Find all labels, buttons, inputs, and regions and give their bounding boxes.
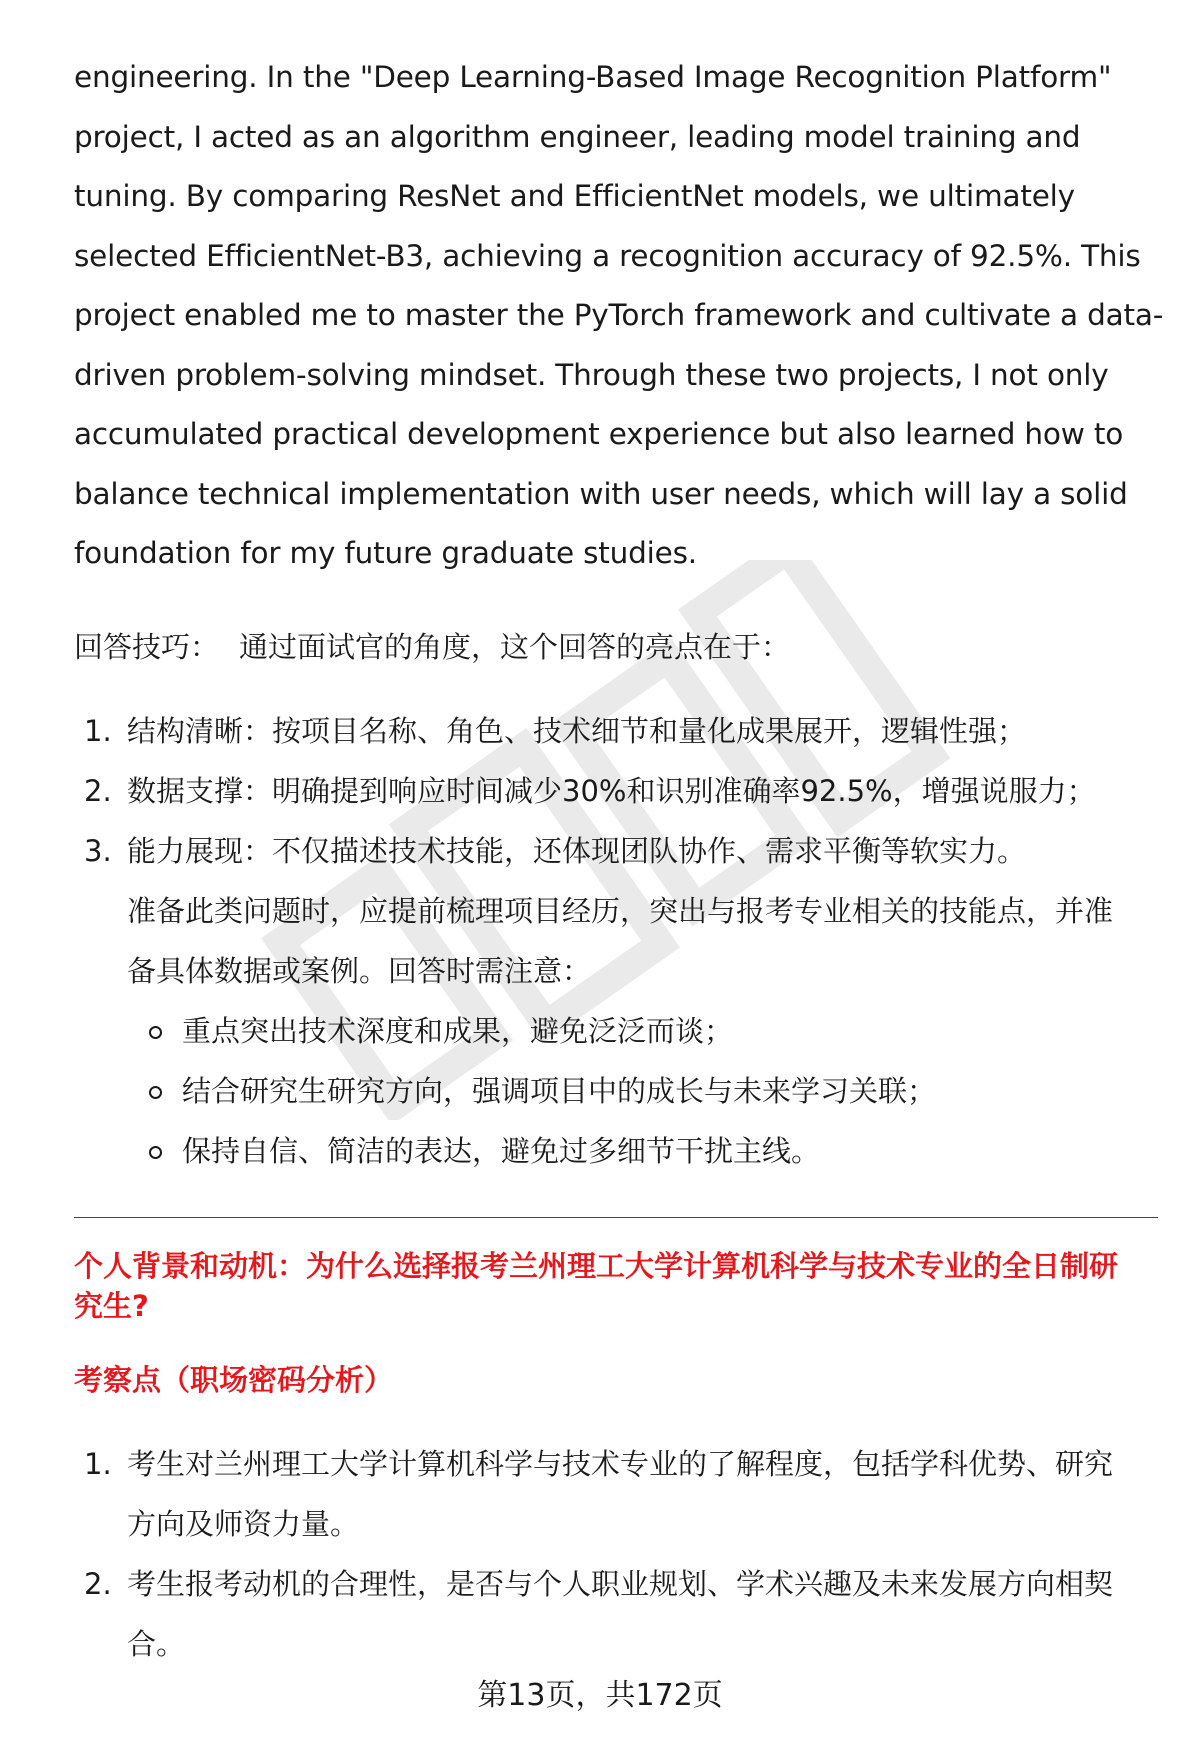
item-text: 能力展现：不仅描述技术技能，还体现团队协作、需求平衡等软实力。 <box>127 833 1027 868</box>
item-text: 数据支撑：明确提到响应时间减少30%和识别准确率92.5%，增强说服力； <box>127 773 1096 808</box>
text-line: 方向及师资力量。 <box>127 1506 360 1541</box>
text-line: balance technical implementation with user needs, which will lay a solid <box>74 476 1128 511</box>
section-divider <box>74 1217 1158 1218</box>
text-line: project enabled me to master the PyTorch framework and cultivate a data- <box>74 298 1164 332</box>
list-item <box>74 701 1158 761</box>
intro-paragraph <box>74 48 1164 584</box>
text-line: 准备此类问题时，应提前梳理项目经历，突出与报考专业相关的技能点，并准 <box>127 893 1114 928</box>
item-number: 3. <box>84 833 112 868</box>
exam-points-list <box>74 1434 1158 1674</box>
text-line: engineering. In the "Deep Learning-Based Image Recognition Platform" <box>74 60 1112 94</box>
page-number-footer: 第13页，共172页 <box>477 1678 723 1713</box>
item-text: 结合研究生研究方向，强调项目中的成长与未来学习关联； <box>182 1073 937 1108</box>
item-number: 2. <box>84 773 112 808</box>
highlights-list <box>74 701 1158 881</box>
attention-list <box>74 1001 1158 1181</box>
item-text: 保持自信、简洁的表达，避免过多细节干扰主线。 <box>182 1133 821 1168</box>
circle-bullet-icon <box>149 1026 162 1039</box>
circle-bullet-icon <box>149 1146 162 1159</box>
item-number: 1. <box>84 713 112 748</box>
list-item <box>127 1061 1158 1121</box>
tips-text: 通过面试官的角度，这个回答的亮点在于： <box>239 629 791 664</box>
circle-bullet-icon <box>149 1086 162 1099</box>
text-line: 考生报考动机的合理性，是否与个人职业规划、学术兴趣及未来发展方向相契 <box>127 1566 1114 1601</box>
exam-points-heading: 考察点（职场密码分析） <box>74 1362 394 1397</box>
tips-label: 回答技巧： <box>74 629 220 664</box>
list-item <box>74 761 1158 821</box>
item-text: 重点突出技术深度和成果，避免泛泛而谈； <box>182 1013 734 1048</box>
item-number: 1. <box>84 1446 112 1481</box>
text-line: tuning. By comparing ResNet and EfficientNet models, we ultimately <box>74 179 1075 213</box>
list-item <box>74 1554 1158 1674</box>
item-text: 结构清晰：按项目名称、角色、技术细节和量化成果展开，逻辑性强； <box>127 713 1027 748</box>
question-heading <box>74 1246 1158 1326</box>
item-number: 2. <box>84 1566 112 1601</box>
text-line: project, I acted as an algorithm engineer, leading model training and <box>74 119 1081 154</box>
text-line: 合。 <box>127 1626 186 1661</box>
text-line: 考生对兰州理工大学计算机科学与技术专业的了解程度，包括学科优势、研究 <box>127 1446 1114 1481</box>
list-item <box>74 1434 1158 1554</box>
text-line: 备具体数据或案例。回答时需注意： <box>127 953 592 988</box>
text-line: accumulated practical development experience but also learned how to <box>74 417 1124 451</box>
text-line: driven problem-solving mindset. Through these two projects, I not only <box>74 357 1109 392</box>
list-item <box>127 1121 1158 1181</box>
list-item <box>74 821 1158 881</box>
text-line: foundation for my future graduate studies. <box>74 536 697 570</box>
text-line: selected EfficientNet-B3, achieving a recognition accuracy of 92.5%. This <box>74 238 1141 273</box>
answer-tips <box>74 618 1158 677</box>
document-page <box>74 48 1164 1674</box>
text-line: 个人背景和动机：为什么选择报考兰州理工大学计算机科学与技术专业的全日制研 <box>74 1248 1119 1283</box>
list-item <box>127 1001 1158 1061</box>
text-line: 究生? <box>74 1288 149 1323</box>
prep-note <box>74 881 1158 1001</box>
